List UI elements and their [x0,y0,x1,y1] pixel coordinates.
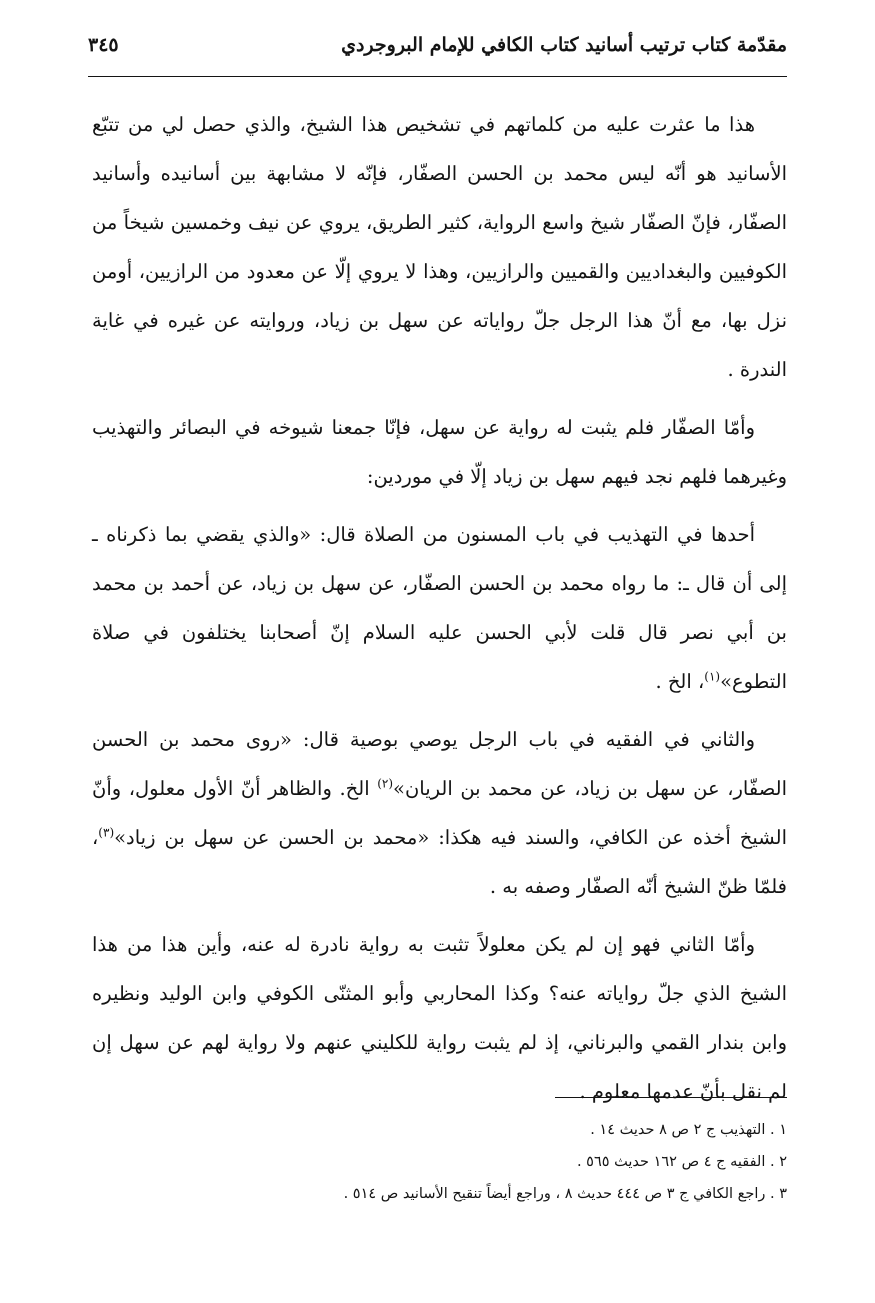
paragraph-4-middle: الخ. والظاهر أنّ الأول معلول، وأنّ الشيخ أخذه عن الكافي، والسند فيه هكذا: «محمد بن الحسن عن سهل بن زياد» [92,777,787,849]
footnote-divider [555,1097,787,1098]
paragraph-4-text: والثاني في الفقيه في باب الرجل يوصي بوصية قال: «روى محمد بن الحسن الصفّار، عن سهل بن زياد، عن محمد بن الريان» [92,728,787,800]
running-header [88,34,787,70]
paragraph-3 [92,510,787,706]
footnote-2: ٢ . الفقيه ج ٤ ص ١٦٢ حديث ٥٦٥ . [576,1154,787,1170]
header-divider [88,76,787,77]
running-title: مقدّمة كتاب ترتيب أسانيد كتاب الكافي للإمام البروجردي [341,34,787,56]
footnote-3: ٣ . راجع الكافي ج ٣ ص ٤٤٤ حديث ٨ ، وراجع أيضاً تنقيح الأسانيد ص ٥١٤ . [343,1186,787,1202]
paragraph-2 [92,403,787,501]
footnotes [88,1114,787,1210]
paragraph-3-text: أحدها في التهذيب في باب المسنون من الصلاة قال: «والذي يقضي بما ذكرناه ـ إلى أن قال ـ: ما رواه محمد بن الحسن الصفّار، عن سهل بن زياد، عن أحمد بن محمد بن أبي نصر قال قلت لأبي الحسن عليه السلام إنّ أصحابنا يختلفون في صلاة التطوع» [92,523,787,693]
main-text [92,100,787,1125]
paragraph-1 [92,100,787,394]
paragraph-3-tail: ، الخ . [655,670,705,693]
page-number: ٣٤٥ [88,34,119,56]
footnote-1: ١ . التهذيب ج ٢ ص ٨ حديث ١٤ . [590,1122,787,1138]
paragraph-5 [92,920,787,1116]
paragraph-4 [92,715,787,911]
footnote-ref-2: (٢) [377,776,394,791]
paragraph-2-text: وأمّا الصفّار فلم يثبت له رواية عن سهل، فإنّا جمعنا شيوخه في البصائر والتهذيب وغيرهما فلهم نجد فيهم سهل بن زياد إلّا في موردين: [92,416,787,488]
paragraph-5-text: وأمّا الثاني فهو إن لم يكن معلولاً تثبت به رواية نادرة له عنه، وأين هذا من هذا الشيخ الذي جلّ رواياته عنه؟ وكذا المحاربي وأبو المثنّى الكوفي وابن الوليد ونظيره وابن بندار القمي والبرناني، إذ لم يثبت رواية للكليني عنهم ولا رواية لهم عن سهل إن لم نقل بأنّ عدمها معلوم . [92,933,787,1103]
footnote-ref-1: (١) [704,669,721,684]
paragraph-1-text: هذا ما عثرت عليه من كلماتهم في تشخيص هذا الشيخ، والذي حصل لي من تتبّع الأسانيد هو أنّه ليس محمد بن الحسن الصفّار، فإنّه لا مشابهة بين أسانيده وأسانيد الصفّار، فإنّ الصفّار شيخ واسع الرواية، كثير الطريق، يروي عن نيف وخمسين شيخاً من الكوفيين والبغداديين والقميين والرازيين، وهذا لا يروي إلّا عن معدود من الرازيين، أومن نزل بها، مع أنّ هذا الرجل جلّ رواياته عن سهل بن زياد، وروايته عن غيره في غاية الندرة . [92,113,787,381]
footnote-ref-3: (٣) [98,825,115,840]
paragraph-4-tail: ، فلمّا ظنّ الشيخ أنّه الصفّار وصفه به . [92,826,787,898]
